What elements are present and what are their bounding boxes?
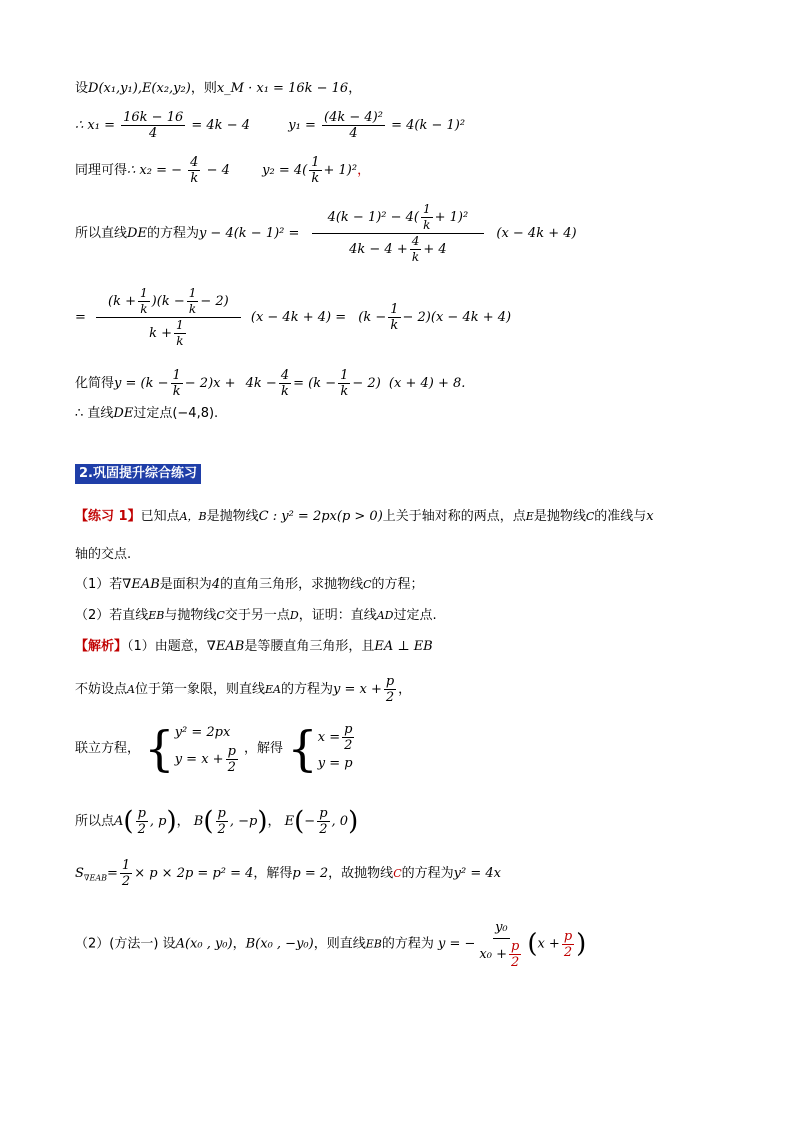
text: ∴ 直线: [75, 406, 114, 421]
text: 同理可得: [75, 163, 128, 178]
math: − 4: [206, 163, 230, 178]
text: 化简得: [75, 376, 115, 391]
question-1: （1）若∇EAB是面积为4的直角三角形，求抛物线C的方程；: [75, 577, 424, 592]
solution-system: x = $\frac{p}{2}$ y = p: [317, 722, 353, 771]
fraction: $\frac{4}{k}$: [280, 368, 290, 399]
line-conclusion: [75, 405, 218, 423]
fraction-large: (k + $\frac{1}{k}$ )(k − $\frac{1}{k}$ − 2) k + $\frac{1}{k}$: [96, 286, 241, 349]
fraction: $\frac{4}{k}$: [190, 155, 199, 186]
math: − 2): [352, 376, 381, 391]
math: − 2)x +: [184, 376, 236, 391]
math: (x − 4k + 4) =: [250, 310, 347, 325]
math: (k −: [358, 310, 387, 325]
line-5: [75, 286, 511, 349]
line-de-equation: [75, 202, 577, 265]
question-2: （2）若直线EB与抛物线C交于另一点D，证明：直线AD过定点.: [75, 608, 437, 623]
solution-line-2: 不妨设点A位于第一象限，则直线EA的方程为y = x + $\frac{p}{2}$ ，: [75, 674, 412, 705]
section-header: 2.巩固提升综合练习: [75, 464, 201, 484]
line-simplified: [75, 368, 465, 399]
fraction: $\frac{p}{2}$: [385, 674, 395, 705]
math: ∴ x₁ =: [75, 118, 115, 133]
fraction: $\frac{1}{k}$: [390, 302, 399, 333]
line-x1-y1: [75, 110, 465, 141]
math: 4k −: [245, 376, 277, 391]
math: =: [75, 310, 86, 325]
line-x2-y2: [75, 155, 370, 186]
math: DE: [127, 226, 147, 241]
text: ，: [357, 163, 371, 178]
line-1: [75, 80, 361, 98]
solution-line-4: 所以点A( $\frac{p}{2}$ , p)， B( $\frac{p}{2}$ , −p)， E(− $\frac{p}{2}$ , 0): [75, 806, 359, 837]
brace: {: [144, 720, 175, 777]
text: 过定点(−4,8).: [133, 406, 219, 421]
math: = 4k − 4: [191, 118, 250, 133]
exercise-statement: 【练习 1】已知点A，B是抛物线C : y² = 2px(p > 0)上关于轴对称的两点，点E是抛物线C的准线与x: [75, 509, 654, 524]
math: (x − 4k + 4): [496, 226, 577, 241]
solution-line-3: 联立方程， { y² = 2px y = x + $\frac{p}{2}$ ，解得 { x = $\frac{p}{2}$ y = p: [75, 722, 356, 775]
math: y₂ = 4(: [262, 163, 308, 178]
text: 设: [75, 81, 89, 96]
fraction: $\frac{16k - 16}{4}$: [123, 110, 184, 141]
math: − 2)(x − 4k + 4): [402, 310, 512, 325]
text: 的方程为: [146, 226, 199, 241]
math: ∴ x₂ = −: [127, 163, 183, 178]
math: y − 4(k − 1)² =: [198, 226, 300, 241]
solution-line-5: $S_{\nabla EAB}=$ $\frac{1}{2}$ × p × 2p = p² = 4，解得p = 2，故抛物线C的方程为y² = 4x: [75, 858, 501, 889]
exercise-tag: 【练习 1】: [75, 509, 141, 524]
math: DE: [113, 406, 134, 421]
text: 所以直线: [75, 226, 128, 241]
text: ，则: [190, 81, 217, 96]
fraction: $\frac{1}{k}$: [311, 155, 320, 186]
math: = (k −: [293, 376, 337, 391]
fraction: $\frac{1}{k}$: [340, 368, 349, 399]
math: + 1)²: [323, 163, 358, 178]
math: = 4(k − 1)²: [391, 118, 466, 133]
math: y = (k −: [114, 376, 169, 391]
math: (x + 4) + 8.: [388, 376, 466, 391]
fraction: $\frac{\text{(4k − 4)²}}{4}$: [324, 110, 383, 141]
text: ，: [348, 81, 362, 96]
exercise-statement-line2: 轴的交点.: [75, 547, 132, 562]
solution-tag: 【解析】: [75, 639, 128, 654]
fraction-large: y₀ x₀ + $\frac{p}{2}$: [479, 920, 520, 970]
fraction-large: 4(k − 1)² − 4( $\frac{1}{k}$ + 1)² 4k − 4 + $\frac{4}{k}$ + 4: [312, 202, 485, 265]
fraction: $\frac{1}{k}$: [172, 368, 181, 399]
math: D(x₁,y₁),E(x₂,y₂): [88, 81, 191, 96]
math: x_M · x₁ = 16k − 16: [216, 81, 349, 96]
brace: {: [287, 720, 318, 777]
solution-line-1: 【解析】（1）由题意，∇EAB是等腰直角三角形，且EA ⊥ EB: [75, 639, 433, 654]
math: y₁ =: [288, 118, 316, 133]
solution-line-6: （2）(方法一) 设A(x₀ , y₀)，B(x₀ , −y₀)，则直线EB的方程为 y = − y₀ x₀ + $\frac{p}{2}$ (x + $\frac{p}{2}$ ): [75, 920, 587, 970]
equation-system: y² = 2px y = x + $\frac{p}{2}$: [174, 725, 236, 775]
